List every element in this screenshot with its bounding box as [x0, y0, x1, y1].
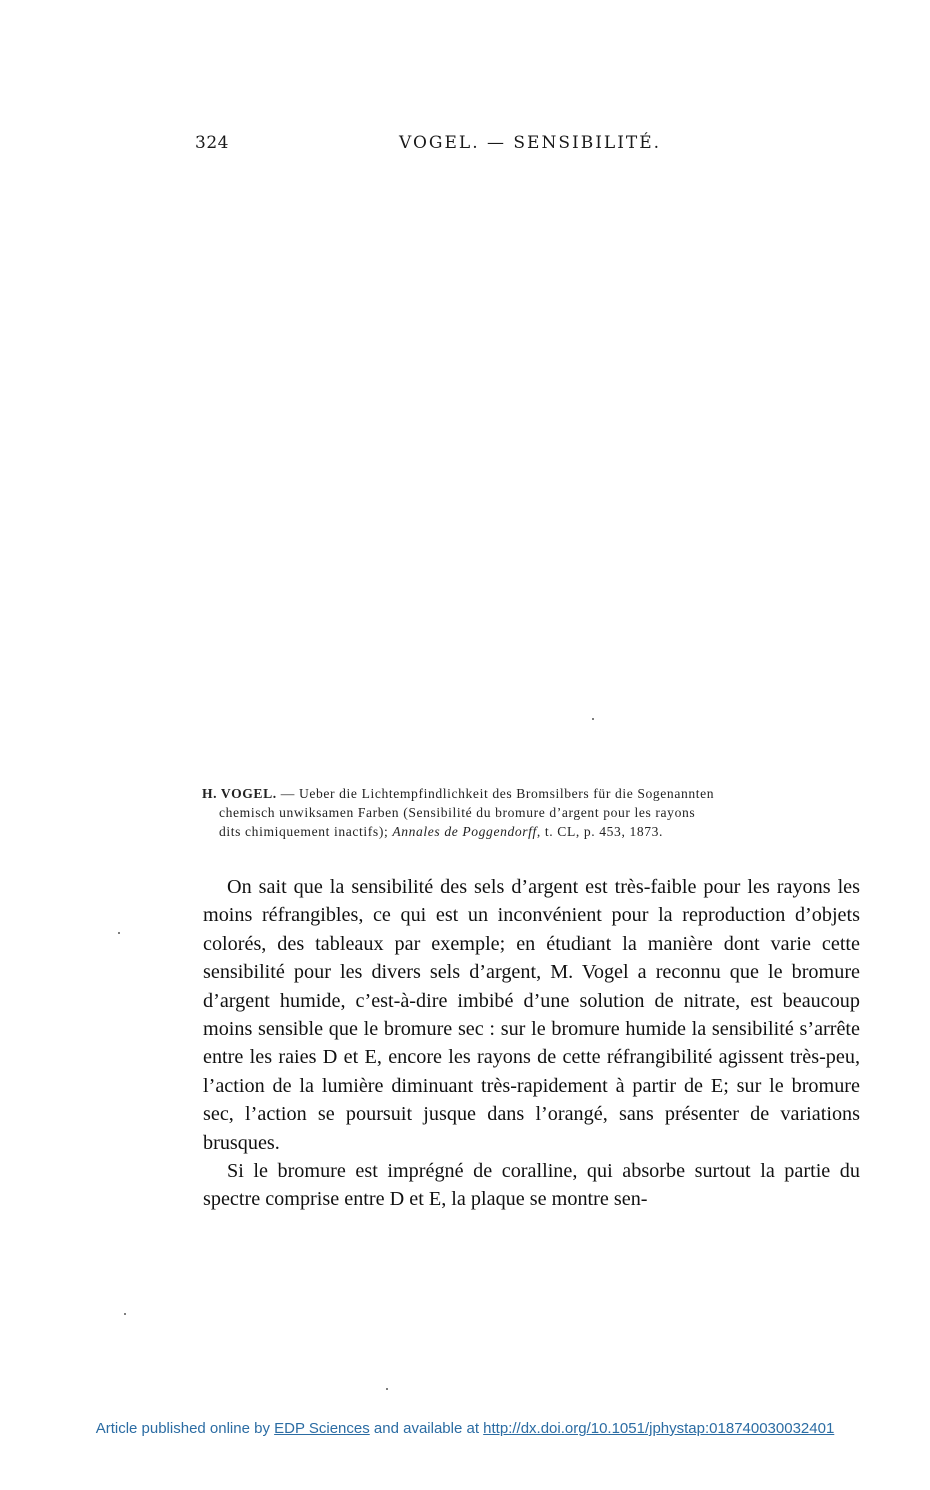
- citation-dash: —: [276, 786, 299, 801]
- scan-speck: [592, 718, 594, 720]
- scan-speck: [124, 1313, 126, 1315]
- body-paragraph-2: Si le bromure est imprégné de coralline, qui absorbe surtout la partie du spectre comprise entre D et E, la plaque se montre sen-: [203, 1160, 860, 1211]
- publisher-link[interactable]: EDP Sciences: [274, 1420, 370, 1437]
- citation-line-1: [202, 784, 857, 803]
- citation-volume-page-year: , t. CL, p. 453, 1873.: [536, 824, 664, 839]
- scan-speck: [118, 932, 120, 934]
- scan-speck: [386, 1388, 388, 1390]
- running-title: VOGEL. — SENSIBILITÉ.: [399, 133, 662, 153]
- body-paragraph-1: On sait que la sensibilité des sels d’argent est très-faible pour les rayons les moins réfrangibles, ce qui est un inconvénient pour la reproduction d’objets colorés, des tableaux par exemple; en étudiant la manière dont varie cette sensibilité pour les divers sels d’argent, M. Vogel a reconnu que le bromure d’argent humide, c’est-à-dire imbibé d’une solution de nitrate, est beaucoup moins sensible que le bromure sec : sur le bromure humide la sensibilité s’arrête entre les raies D et E, encore les rayons de cette réfrangibilité agissent très-peu, l’action de la lumière diminuant très-rapidement à partir de E; sur le bromure sec, l’action se poursuit jusque dans l’orangé, sans présenter de variations brusques.: [203, 876, 860, 1154]
- page-header: [195, 133, 665, 161]
- publication-footer: [0, 1420, 930, 1437]
- footer-prefix: Article published online by: [95, 1420, 275, 1437]
- citation-title-part-1: Ueber die Lichtempfindlichkeit des Bromsilbers für die Sogenannten: [298, 786, 715, 801]
- citation-line-3: [202, 822, 857, 841]
- citation-journal: Annales de Poggendorff: [392, 824, 537, 839]
- article-body: [203, 873, 860, 1214]
- bibliographic-citation: [202, 784, 857, 841]
- citation-title-part-3: dits chimiquement inactifs);: [219, 824, 393, 839]
- doi-link[interactable]: http://dx.doi.org/10.1051/jphystap:018740030032401: [483, 1420, 835, 1437]
- footer-middle: and available at: [369, 1420, 484, 1437]
- citation-author: H. VOGEL.: [202, 786, 277, 801]
- citation-line-2: chemisch unwiksamen Farben (Sensibilité du bromure d’argent pour les rayons: [219, 805, 696, 820]
- page-number: 324: [195, 133, 229, 153]
